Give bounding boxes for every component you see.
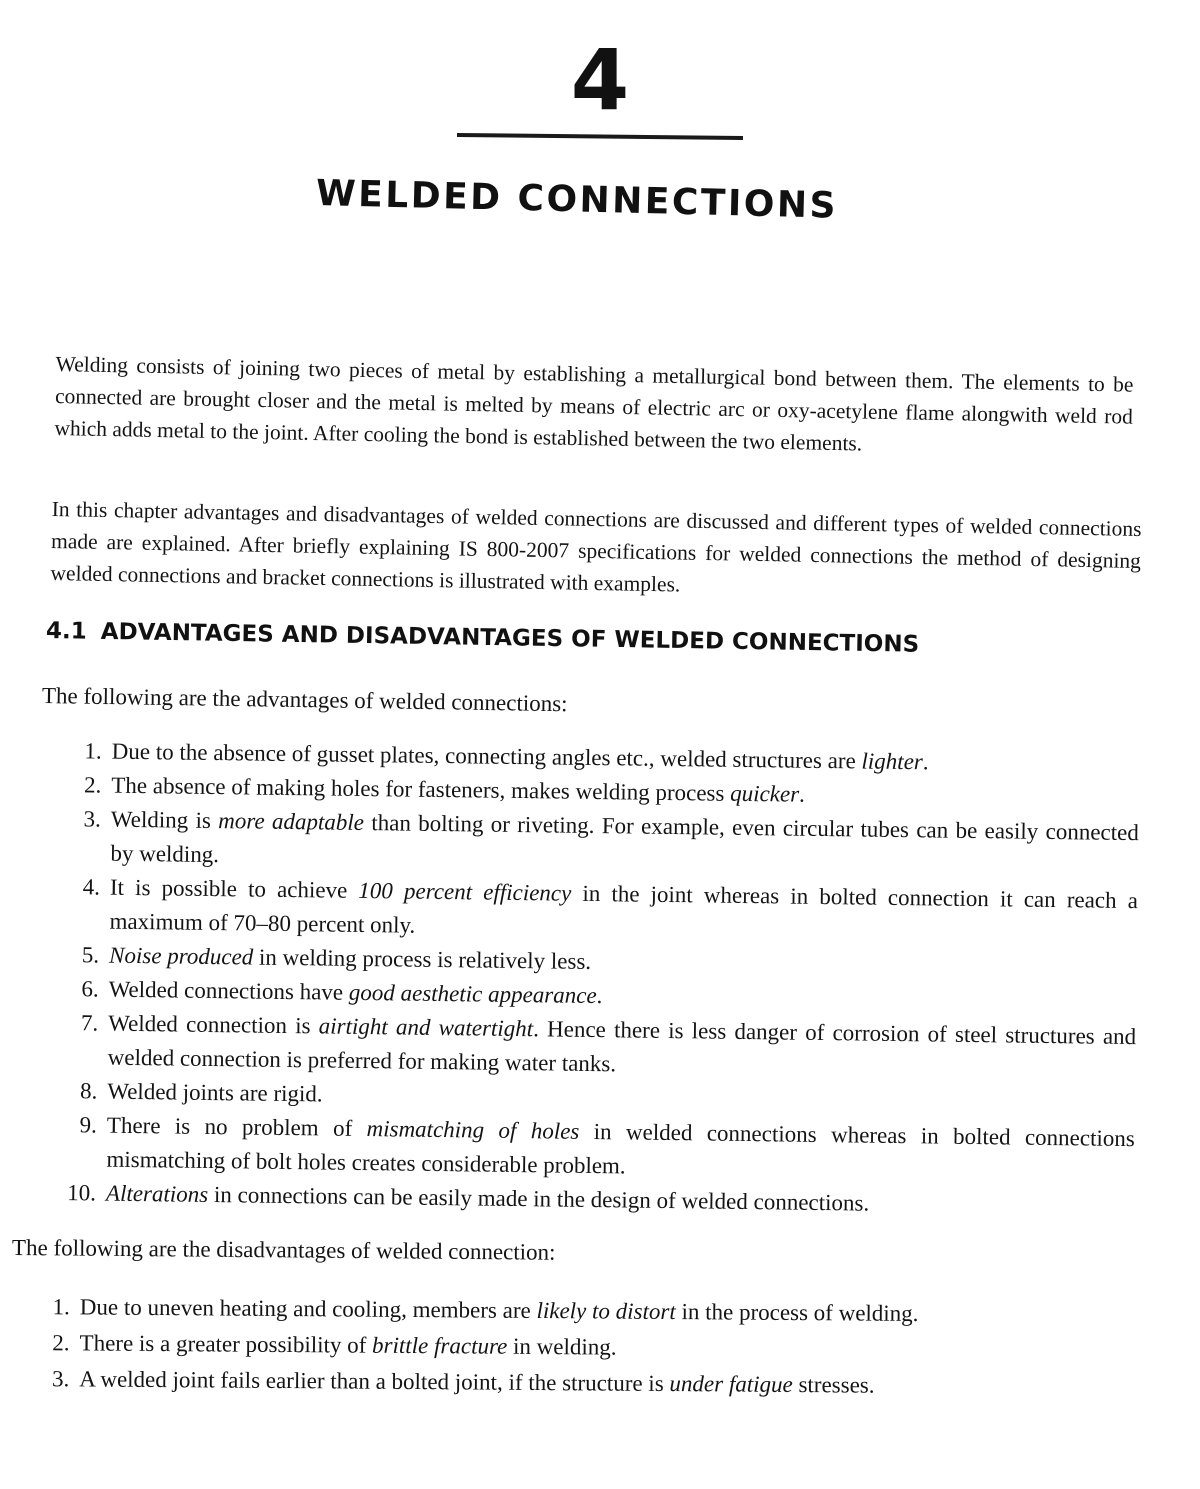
list-item (27, 1362, 1137, 1405)
item-emphasis: airtight and watertight (318, 1013, 534, 1042)
item-text: in the process of welding. (675, 1299, 919, 1326)
item-text: in welding process is relatively less. (253, 944, 592, 974)
item-text: Welded connection is (108, 1010, 319, 1039)
item-emphasis: likely to distort (536, 1297, 676, 1325)
item-emphasis: quicker (730, 780, 800, 807)
item-text: There is no problem of (106, 1112, 367, 1142)
item-emphasis: mismatching of holes (366, 1116, 580, 1144)
item-text: There is a greater possibility of (79, 1330, 373, 1358)
item-number: 8 . (55, 1074, 97, 1109)
item-emphasis: under fatigue (669, 1371, 793, 1398)
section-number: 4.1 (45, 618, 87, 645)
item-number: 6 . (56, 972, 98, 1007)
item-number: 3 . (59, 802, 101, 837)
section-heading (46, 620, 996, 658)
section-title: ADVANTAGES AND DISADVANTAGES OF WELDED CONNECTIONS (100, 618, 920, 658)
item-number: 1 . (60, 734, 102, 769)
item-number: 4 . (58, 870, 100, 905)
item-number: 1 . (28, 1290, 70, 1324)
item-number: 5 . (57, 938, 99, 973)
item-text: . (798, 781, 806, 807)
item-text: . (922, 749, 929, 775)
chapter-divider-rule (457, 133, 743, 140)
item-emphasis: more adaptable (218, 808, 365, 835)
item-text: The absence of making holes for fasteners, makes welding process (111, 772, 731, 806)
item-number: 9 . (55, 1108, 97, 1143)
item-number: 2 . (27, 1326, 69, 1360)
disadvantages-list (27, 1290, 1138, 1407)
item-text: Due to uneven heating and cooling, members are (79, 1294, 537, 1323)
item-text: than bolting or riveting. For example, even circular tubes can be easily connected by welding. (110, 809, 1139, 868)
intro-paragraph: In this chapter advantages and disadvantages of welded connections are discussed and different types of welded connections made are explained. After briefly explaining IS 800-2007 specifications for welded connections the method of designing welded connections and bracket connections is illustrated with examples. (50, 496, 1142, 597)
item-number: 7 . (56, 1006, 98, 1041)
item-text: Welded connections have (108, 976, 350, 1005)
item-emphasis: Alterations (105, 1180, 209, 1207)
item-text: It is possible to achieve (109, 874, 359, 903)
disadvantages-intro: The following are the disadvantages of welded connection: (11, 1235, 556, 1265)
item-number: 10 . (54, 1176, 96, 1211)
item-text: stresses. (792, 1372, 875, 1398)
item-emphasis: brittle fracture (372, 1332, 508, 1359)
item-text: in welding. (507, 1333, 617, 1360)
chapter-title: WELDED CONNECTIONS (315, 173, 839, 227)
item-emphasis: Noise produced (108, 942, 254, 970)
item-text: in welded connections whereas in bolted connections mismatching of bolt holes creates considerable problem. (106, 1118, 1135, 1179)
item-emphasis: 100 percent efficiency (358, 877, 572, 906)
list-item (28, 1290, 1138, 1333)
advantages-list (54, 734, 1140, 1224)
item-text: in the joint whereas in bolted connection it can reach a maximum of 70–80 percent only. (109, 880, 1139, 938)
item-emphasis: lighter (861, 748, 923, 775)
item-emphasis: good aesthetic appearance (348, 979, 597, 1009)
chapter-number: 4 (570, 31, 630, 129)
intro-paragraph: Welding consists of joining two pieces of metal by establishing a metallurgical bond between them. The elements to be connected are brought closer and the metal is melted by means of electric arc or oxy-acetylene flame alongwith weld rod which adds metal to the joint. After cooling the bond is established between the two elements. (54, 351, 1134, 456)
item-text: A welded joint fails earlier than a bolted joint, if the structure is (79, 1366, 670, 1397)
item-number: 3 . (27, 1362, 69, 1396)
item-text: . Hence there is less danger of corrosion of steel structures and welded connection is preferred for making water tanks. (107, 1016, 1137, 1077)
item-number: 2 . (59, 768, 101, 803)
item-text: Welding is (110, 806, 219, 834)
list-item (27, 1326, 1137, 1369)
item-text: Due to the absence of gusset plates, connecting angles etc., welded structures are (111, 738, 862, 774)
advantages-intro: The following are the advantages of welded connections: (41, 683, 568, 717)
item-text: in connections can be easily made in the design of welded connections. (208, 1181, 870, 1216)
item-text: Welded joints are rigid. (107, 1078, 323, 1107)
item-text: . (596, 983, 603, 1009)
